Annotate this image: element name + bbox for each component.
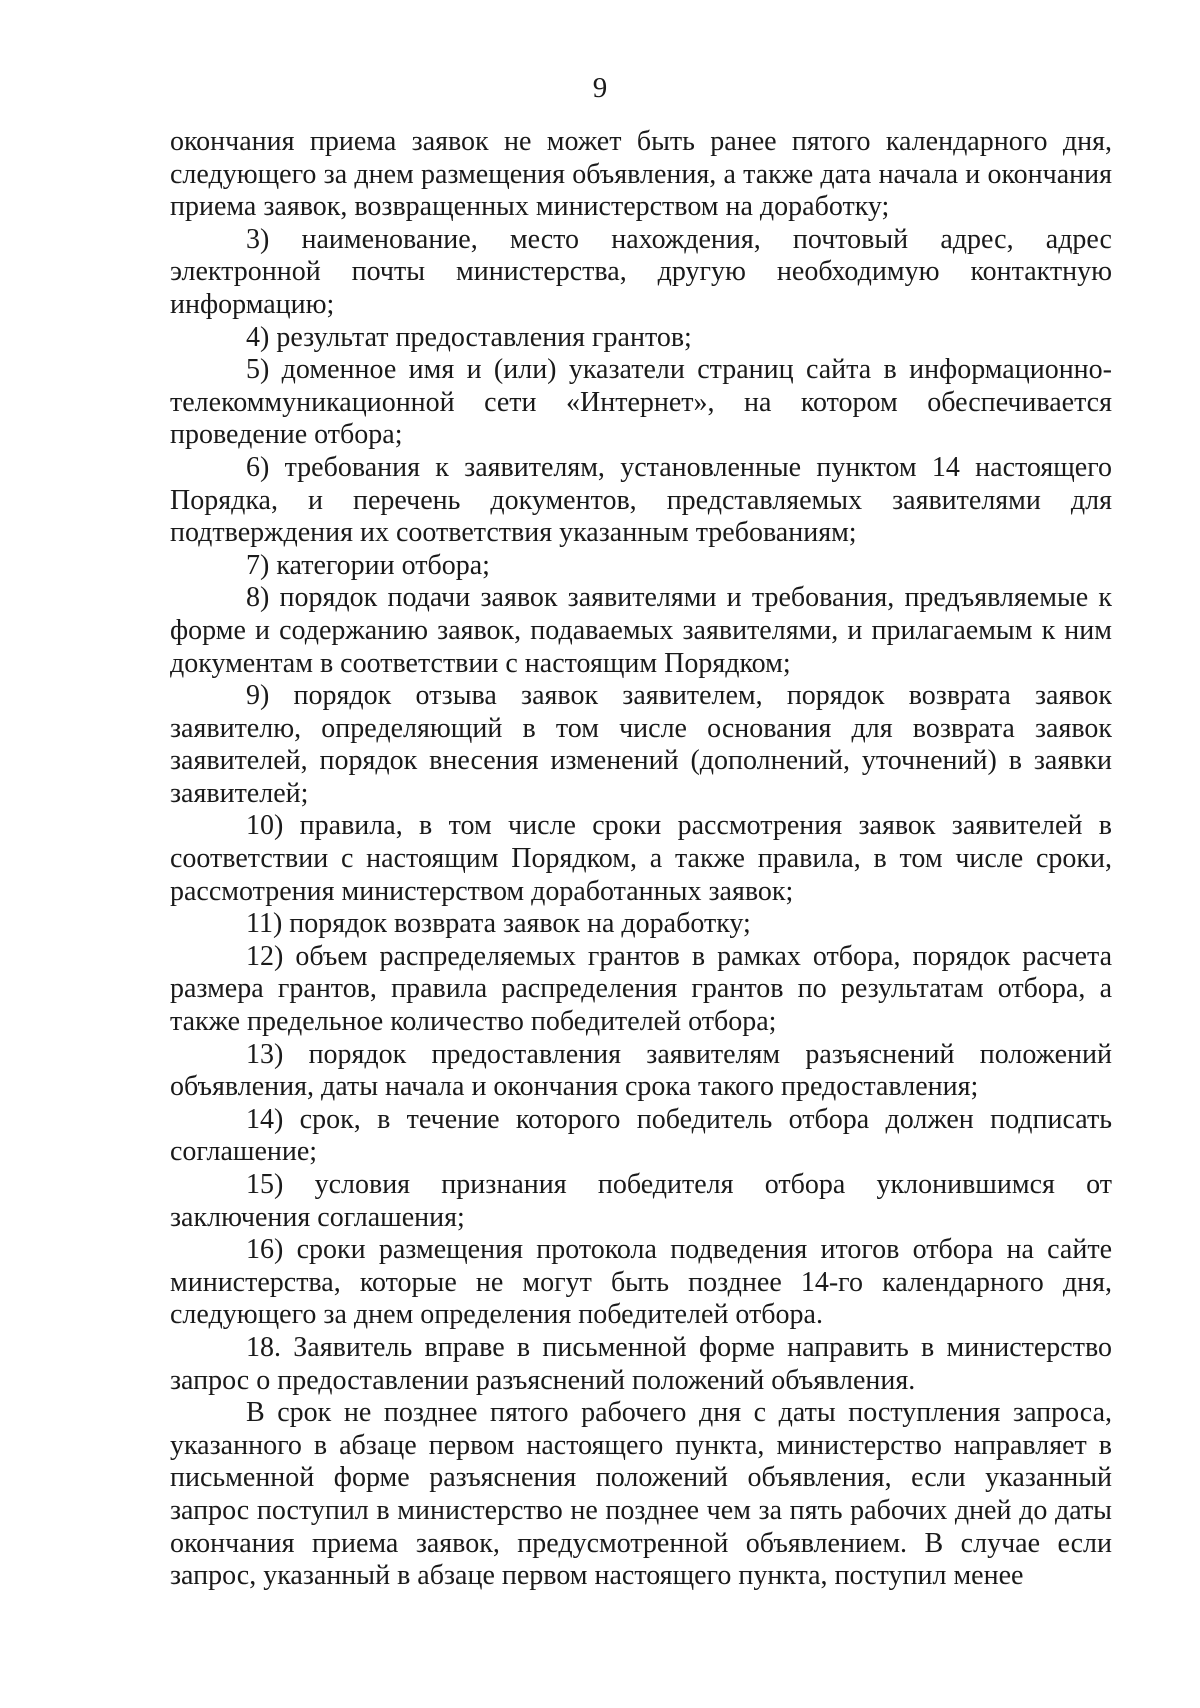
list-item-7: 7) категории отбора; <box>246 549 490 581</box>
clause-18: 18. Заявитель вправе в письменной форме направить в министерство запрос о предоставлении разъяснений положений объявления. <box>170 1331 1112 1396</box>
list-item-10: 10) правила, в том числе сроки рассмотрения заявок заявителей в соответствии с настоящим Порядком, а также правила, в том числе сроки, рассмотрения министерством доработанных заявок; <box>170 810 1112 907</box>
list-item-12: 12) объем распределяемых грантов в рамках отбора, порядок расчета размера грантов, правила распределения грантов по результатам отбора, а также предельное количество победителей отбора; <box>170 940 1112 1038</box>
list-item-14: 14) срок, в течение которого победитель отбора должен подписать соглашение; <box>170 1103 1112 1168</box>
list-item-16: 16) сроки размещения протокола подведения итогов отбора на сайте министерства, которые не могут быть позднее 14-го календарного дня, следующего за днем определения победителей отбора. <box>170 1234 1112 1331</box>
list-item-11: 11) порядок возврата заявок на доработку; <box>246 908 751 940</box>
list-item-6: 6) требования к заявителям, установленные пунктом 14 настоящего Порядка, и перечень документов, представляемых заявителями для подтверждения их соответствия указанным требованиям; <box>170 451 1112 549</box>
list-item-8: 8) порядок подачи заявок заявителями и требования, предъявляемые к форме и содержанию заявок, подаваемых заявителями, и прилагаемым к ним документам в соответствии с настоящим Порядком; <box>170 582 1112 679</box>
list-item-13: 13) порядок предоставления заявителям разъяснений положений объявления, даты начала и окончания срока такого предоставления; <box>170 1038 1112 1103</box>
clause-18-paragraph-2: В срок не позднее пятого рабочего дня с даты поступления запроса, указанного в абзаце первом настоящего пункта, министерство направляет в письменной форме разъяснения положений объявления, если указанный запрос поступил в министерство не позднее чем за пять рабочих дней до даты окончания приема заявок, предусмотренной объявлением. В случае если запрос, указанный в абзаце первом настоящего пункта, поступил менее <box>170 1397 1112 1592</box>
paragraph-continuation: окончания приема заявок не может быть ранее пятого календарного дня, следующего за днем размещения объявления, а также дата начала и окончания приема заявок, возвращенных министерством на доработку; <box>170 126 1112 223</box>
list-item-15: 15) условия признания победителя отбора уклонившимся от заключения соглашения; <box>170 1169 1112 1233</box>
page-number: 9 <box>592 72 608 104</box>
list-item-9: 9) порядок отзыва заявок заявителем, порядок возврата заявок заявителю, определяющий в том числе основания для возврата заявок заявителей, порядок внесения изменений (дополнений, уточнений) в заявки заявителей; <box>170 680 1112 809</box>
document-body <box>170 126 1112 1593</box>
list-item-4: 4) результат предоставления грантов; <box>246 321 692 353</box>
list-item-5: 5) доменное имя и (или) указатели страниц сайта в информационно-телекоммуникационной сети «Интернет», на котором обеспечивается проведение отбора; <box>170 354 1112 451</box>
list-item-3: 3) наименование, место нахождения, почтовый адрес, адрес электронной почты министерства, другую необходимую контактную информацию; <box>170 223 1112 320</box>
